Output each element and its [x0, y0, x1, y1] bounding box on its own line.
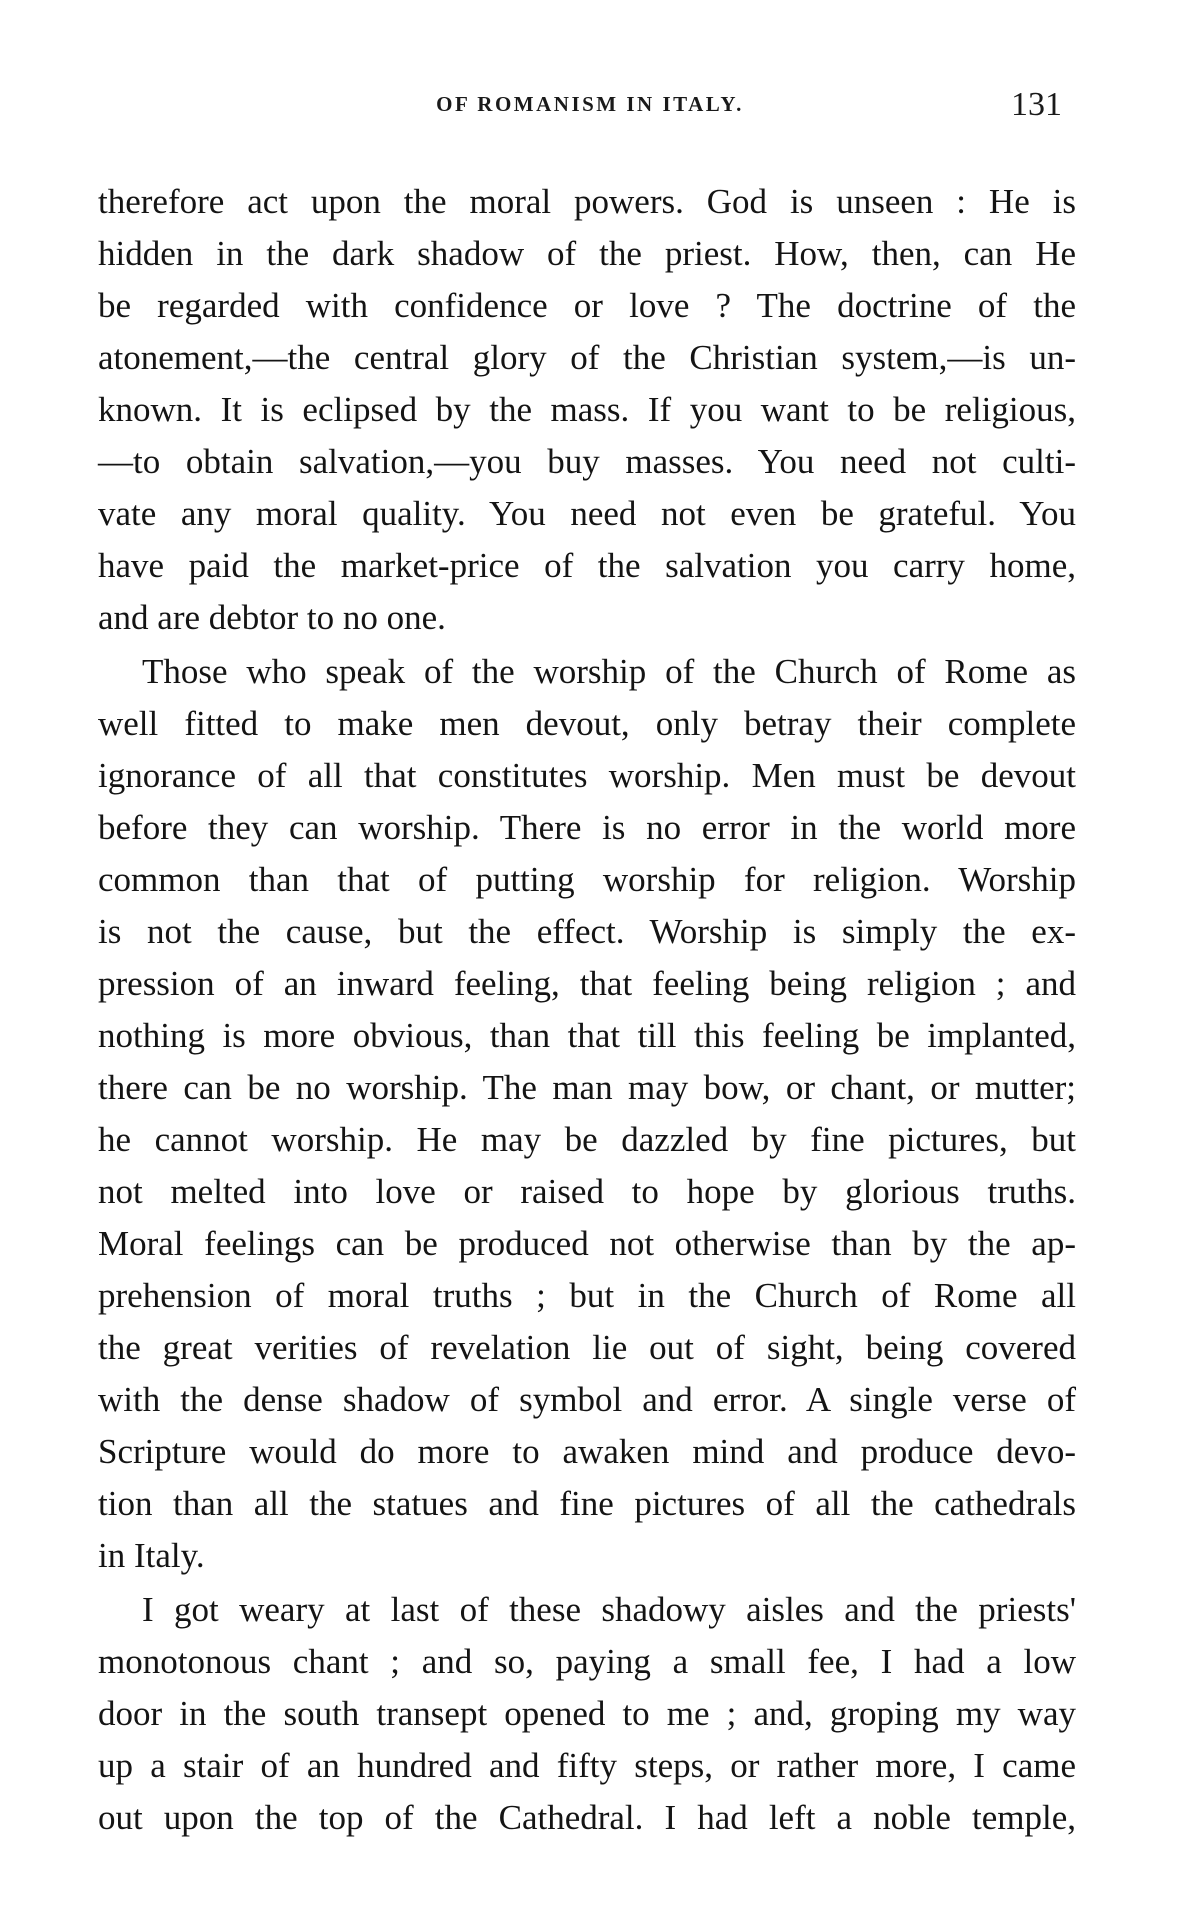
text-line: he cannot worship. He may be dazzled by fine pictures, but	[98, 1120, 1076, 1159]
text-line: before they can worship. There is no error in the world more	[98, 808, 1076, 847]
text-line: I got weary at last of these shadowy aisles and the priests'	[142, 1590, 1076, 1629]
text-line: pression of an inward feeling, that feeling being religion ; and	[98, 964, 1076, 1003]
running-title: OF ROMANISM IN ITALY.	[436, 92, 744, 116]
text-line: therefore act upon the moral powers. God is unseen : He is	[98, 182, 1076, 221]
text-line: atonement,—the central glory of the Christian system,—is un-	[98, 338, 1076, 377]
text-line: vate any moral quality. You need not even be grateful. You	[98, 494, 1076, 533]
text-line: not melted into love or raised to hope by glorious truths.	[98, 1172, 1076, 1211]
text-line: and are debtor to no one.	[98, 598, 446, 637]
text-line: well fitted to make men devout, only betray their complete	[98, 704, 1076, 743]
text-line: hidden in the dark shadow of the priest. How, then, can He	[98, 234, 1076, 273]
text-line: common than that of putting worship for religion. Worship	[98, 860, 1076, 899]
text-line: up a stair of an hundred and fifty steps, or rather more, I came	[98, 1746, 1076, 1785]
text-line: door in the south transept opened to me ; and, groping my way	[98, 1694, 1076, 1733]
text-line: be regarded with confidence or love ? The doctrine of the	[98, 286, 1076, 325]
text-line: there can be no worship. The man may bow, or chant, or mutter;	[98, 1068, 1076, 1107]
text-line: prehension of moral truths ; but in the Church of Rome all	[98, 1276, 1076, 1315]
text-line: Scripture would do more to awaken mind and produce devo-	[98, 1432, 1076, 1471]
text-line: —to obtain salvation,—you buy masses. You need not culti-	[98, 442, 1076, 481]
text-line: the great verities of revelation lie out of sight, being covered	[98, 1328, 1076, 1367]
text-line: nothing is more obvious, than that till this feeling be implanted,	[98, 1016, 1076, 1055]
text-line: Those who speak of the worship of the Church of Rome as	[142, 652, 1076, 691]
text-line: ignorance of all that constitutes worship. Men must be devout	[98, 756, 1076, 795]
text-line: have paid the market-price of the salvation you carry home,	[98, 546, 1076, 585]
text-line: Moral feelings can be produced not otherwise than by the ap-	[98, 1224, 1076, 1263]
text-line: monotonous chant ; and so, paying a small fee, I had a low	[98, 1642, 1076, 1681]
text-line: tion than all the statues and fine pictures of all the cathedrals	[98, 1484, 1076, 1523]
text-line: with the dense shadow of symbol and error. A single verse of	[98, 1380, 1076, 1419]
page-number: 131	[1011, 86, 1062, 123]
page-header	[100, 86, 1080, 132]
text-line: in Italy.	[98, 1536, 205, 1575]
paragraph-1	[98, 176, 1076, 644]
text-line: known. It is eclipsed by the mass. If you want to be religious,	[98, 390, 1076, 429]
text-line: out upon the top of the Cathedral. I had left a noble temple,	[98, 1798, 1076, 1837]
text-line: is not the cause, but the effect. Worship is simply the ex-	[98, 912, 1076, 951]
body-text	[98, 176, 1076, 1844]
paragraph-2	[98, 646, 1076, 1582]
paragraph-3	[98, 1584, 1076, 1844]
